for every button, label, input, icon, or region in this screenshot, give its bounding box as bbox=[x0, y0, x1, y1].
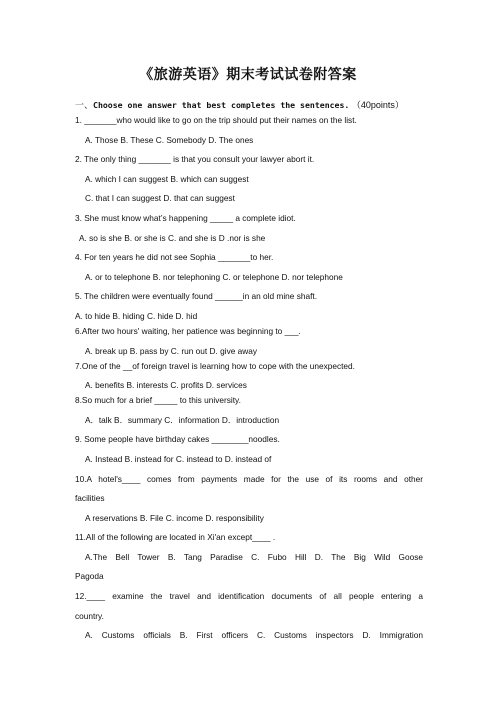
question-11-options: A.The Bell Tower B. Tang Paradise C. Fubo Hill D. The Big Wild Goose bbox=[85, 551, 423, 562]
question-5-options: A. to hide B. hiding C. hide D. hid bbox=[75, 310, 198, 321]
question-10-options: A reservations B. File C. income D. responsibility bbox=[85, 512, 264, 523]
question-11: 11.All of the following are located in Xi'an except____ . bbox=[75, 532, 276, 543]
section-instruction: Choose one answer that best completes the sentences. bbox=[93, 100, 350, 110]
section-number: 一、 bbox=[75, 100, 94, 110]
question-12: 12.____ examine the travel and identification documents of all people entering a bbox=[75, 591, 423, 602]
question-9: 9. Some people have birthday cakes ________noodles. bbox=[75, 434, 280, 445]
question-10-continued: facilities bbox=[75, 493, 105, 504]
question-1-options: A. Those B. These C. Somebody D. The ones bbox=[85, 134, 254, 145]
question-5: 5. The children were eventually found ______in an old mine shaft. bbox=[75, 291, 317, 302]
question-7-options: A. benefits B. interests C. profits D. services bbox=[85, 380, 247, 391]
question-8-options: A．talk B．summary C．information D．introduction bbox=[85, 414, 280, 425]
question-12-options: A. Customs officials B. First officers C. Customs inspectors D. Immigration bbox=[85, 630, 423, 641]
question-6-options: A. break up B. pass by C. run out D. give away bbox=[85, 345, 258, 356]
question-2-options-ab: A. which I can suggest B. which can suggest bbox=[85, 173, 249, 184]
question-2: 2. The only thing _______ is that you consult your lawyer abort it. bbox=[75, 154, 315, 165]
question-list bbox=[75, 113, 423, 648]
question-3: 3. She must know what’s happening _____ a complete idiot. bbox=[75, 212, 296, 223]
question-8: 8.So much for a brief _____ to this university. bbox=[75, 395, 241, 406]
section-points: （40points） bbox=[351, 100, 404, 110]
question-12-continued: country. bbox=[75, 610, 104, 621]
document-title: 《旅游英语》期末考试试卷附答案 bbox=[139, 67, 357, 83]
question-11-options-continued: Pagoda bbox=[75, 571, 104, 582]
question-3-options: A. so is she B. or she is C. and she is D .nor is she bbox=[79, 232, 266, 243]
question-4-options: A. or to telephone B. nor telephoning C. or telephone D. nor telephone bbox=[85, 271, 343, 282]
question-7: 7.One of the __of foreign travel is learning how to cope with the unexpected. bbox=[75, 360, 355, 371]
section-heading bbox=[75, 98, 404, 111]
question-4: 4. For ten years he did not see Sophia _______to her. bbox=[75, 252, 274, 263]
question-2-options-cd: C. that I can suggest D. that can suggest bbox=[85, 193, 235, 204]
question-6: 6.After two hours' waiting, her patience was beginning to ___. bbox=[75, 325, 301, 336]
question-1: 1. _______who would like to go on the trip should put their names on the list. bbox=[75, 115, 357, 125]
question-9-options: A. Instead B. instead for C. instead to D. instead of bbox=[85, 453, 272, 464]
question-10: 10.A hotel's____ comes from payments made for the use of its rooms and other bbox=[75, 473, 423, 484]
